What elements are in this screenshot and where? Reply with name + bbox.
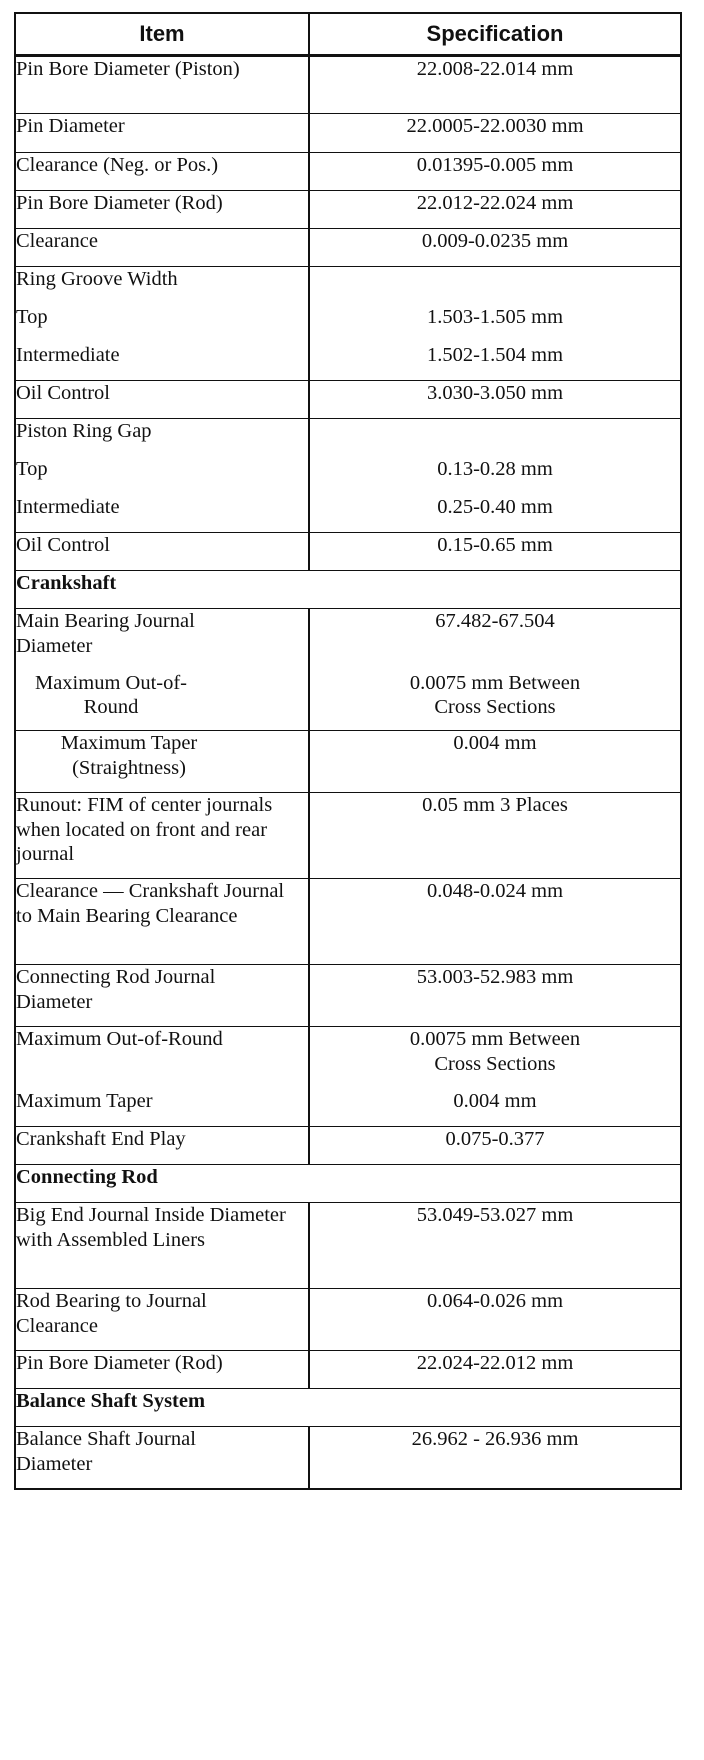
item-cell: Maximum Taper (Straightness): [15, 731, 309, 793]
spec-cell: 53.003-52.983 mm: [309, 965, 681, 1027]
item-cell: Big End Journal Inside Diameter with Assembled Liners: [15, 1203, 309, 1289]
item-cell: Top: [15, 305, 309, 343]
spec-cell: 22.008-22.014 mm: [309, 56, 681, 114]
spec-cell: 22.024-22.012 mm: [309, 1351, 681, 1389]
item-cell: Clearance — Crankshaft Journal to Main Bearing Clearance: [15, 879, 309, 965]
table-row: [15, 1203, 681, 1289]
spec-cell: 0.048-0.024 mm: [309, 879, 681, 965]
spec-cell: 0.075-0.377: [309, 1127, 681, 1165]
spec-cell: [309, 267, 681, 305]
table-row: [15, 153, 681, 191]
table-row: [15, 1127, 681, 1165]
table-row: [15, 495, 681, 533]
header-item: Item: [15, 13, 309, 56]
spec-cell: 1.503-1.505 mm: [309, 305, 681, 343]
table-row: [15, 533, 681, 571]
table-row: [15, 1289, 681, 1351]
section-row: [15, 571, 681, 609]
spec-cell: 1.502-1.504 mm: [309, 343, 681, 381]
spec-cell: 0.25-0.40 mm: [309, 495, 681, 533]
table-row: [15, 229, 681, 267]
item-cell: Crankshaft End Play: [15, 1127, 309, 1165]
spec-cell: 0.009-0.0235 mm: [309, 229, 681, 267]
table-row: [15, 343, 681, 381]
item-cell: Runout: FIM of center journals when located on front and rear journal: [15, 793, 309, 879]
table-row: [15, 1027, 681, 1089]
item-cell: Piston Ring Gap: [15, 419, 309, 457]
item-cell: Maximum Out-of-Round: [15, 671, 309, 731]
spec-cell: 0.0075 mm Between Cross Sections: [309, 1027, 681, 1089]
spec-cell: 0.01395-0.005 mm: [309, 153, 681, 191]
spec-cell: 0.15-0.65 mm: [309, 533, 681, 571]
header-specification: Specification: [309, 13, 681, 56]
item-cell: Clearance: [15, 229, 309, 267]
item-cell: Intermediate: [15, 495, 309, 533]
spec-cell: 0.004 mm: [309, 731, 681, 793]
section-row: [15, 1389, 681, 1427]
section-heading-balance-shaft-system: Balance Shaft System: [15, 1389, 681, 1427]
item-cell: Maximum Out-of-Round: [15, 1027, 309, 1089]
spec-cell: 22.0005-22.0030 mm: [309, 114, 681, 153]
item-cell: Pin Bore Diameter (Rod): [15, 1351, 309, 1389]
table-row: [15, 1427, 681, 1489]
specification-table: [14, 12, 682, 1490]
table-row: [15, 731, 681, 793]
table-row: [15, 56, 681, 114]
spec-cell: 26.962 - 26.936 mm: [309, 1427, 681, 1489]
table-row: [15, 609, 681, 671]
table-row: [15, 793, 681, 879]
spec-cell: 3.030-3.050 mm: [309, 381, 681, 419]
item-cell: Oil Control: [15, 533, 309, 571]
spec-cell: 22.012-22.024 mm: [309, 191, 681, 229]
spec-cell: [309, 419, 681, 457]
item-cell: Pin Bore Diameter (Rod): [15, 191, 309, 229]
item-cell: Main Bearing Journal Diameter: [15, 609, 309, 671]
section-row: [15, 1165, 681, 1203]
spec-cell: 0.05 mm 3 Places: [309, 793, 681, 879]
item-cell: Pin Diameter: [15, 114, 309, 153]
table-row: [15, 879, 681, 965]
spec-cell: 0.13-0.28 mm: [309, 457, 681, 495]
header-row: [15, 13, 681, 56]
item-cell: Top: [15, 457, 309, 495]
table-row: [15, 381, 681, 419]
item-cell: Rod Bearing to Journal Clearance: [15, 1289, 309, 1351]
table-row: [15, 457, 681, 495]
table-row: [15, 1351, 681, 1389]
item-cell: Connecting Rod Journal Diameter: [15, 965, 309, 1027]
spec-cell: 0.004 mm: [309, 1089, 681, 1127]
item-cell: Oil Control: [15, 381, 309, 419]
spec-cell: 53.049-53.027 mm: [309, 1203, 681, 1289]
item-cell: Clearance (Neg. or Pos.): [15, 153, 309, 191]
table-row: [15, 191, 681, 229]
spec-cell: 67.482-67.504: [309, 609, 681, 671]
table-row: [15, 114, 681, 153]
item-cell: Maximum Taper: [15, 1089, 309, 1127]
table-row: [15, 419, 681, 457]
item-cell: Pin Bore Diameter (Piston): [15, 56, 309, 114]
spec-cell: 0.064-0.026 mm: [309, 1289, 681, 1351]
section-heading-crankshaft: Crankshaft: [15, 571, 681, 609]
table-row: [15, 965, 681, 1027]
table-row: [15, 267, 681, 305]
item-cell: Ring Groove Width: [15, 267, 309, 305]
spec-cell: 0.0075 mm Between Cross Sections: [309, 671, 681, 731]
item-cell: Balance Shaft Journal Diameter: [15, 1427, 309, 1489]
section-heading-connecting-rod: Connecting Rod: [15, 1165, 681, 1203]
table-row: [15, 1089, 681, 1127]
table-row: [15, 305, 681, 343]
item-cell: Intermediate: [15, 343, 309, 381]
table-row: [15, 671, 681, 731]
